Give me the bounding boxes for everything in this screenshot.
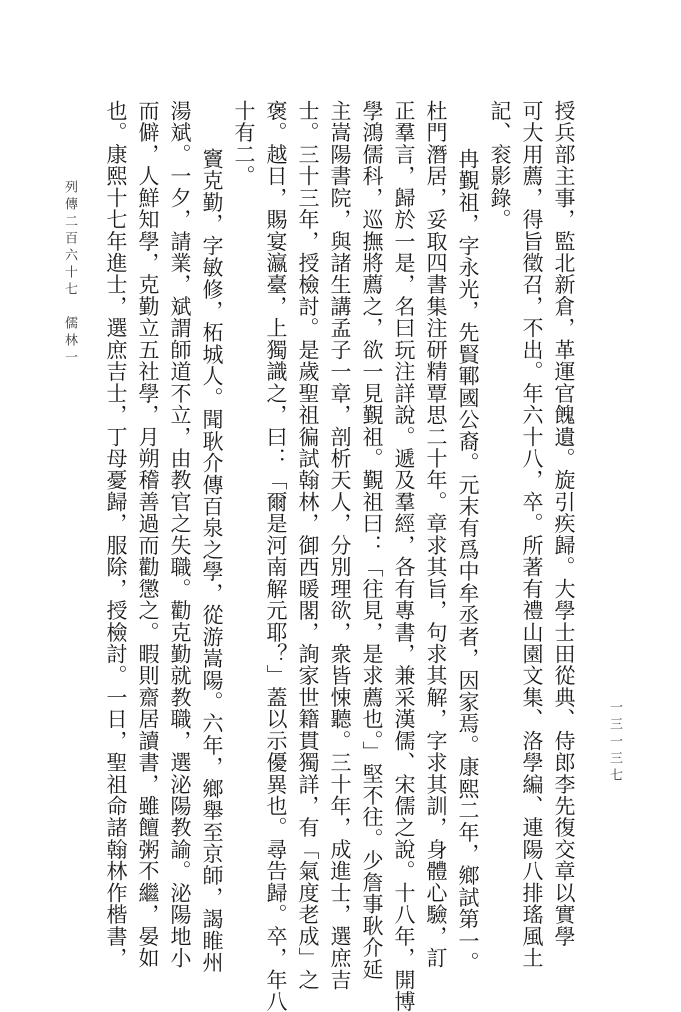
text-column: 可大用薦，得旨徵召，不出。年六十八，卒。所著有禮山園文集、洛學編、連陽八排瑤風土 <box>520 100 544 969</box>
text-column: 士。三十三年，授檢討。是歲聖祖徧試翰林，御西暖閣，詢家世籍貫獨詳，有「氣度老成」之 <box>296 100 320 991</box>
text-column: 杜門潛居，妥取四書集注研精覃思二十年。章求其旨，句求其解，字求其訓，身體心驗，訂 <box>424 100 448 969</box>
text-column: 湯斌。一夕，請業，斌謂師道不立，由教官之失職。勸克勤就教職，選泌陽教諭。泌陽地小 <box>168 100 192 969</box>
text-column: 正羣言，歸於一是，名曰玩注詳說。遞及羣經，各有專書，兼采漢儒、宋儒之說。十八年，開博 <box>392 100 416 1012</box>
text-column: 學鴻儒科，巡撫將薦之，欲一見覲祖。覲祖曰：「往見，是求薦也。」堅不往。少詹事耿介延 <box>360 100 384 981</box>
text-column: 冉覲祖，字永光，先賢鄆國公裔。元末有爲中牟丞者，因家焉。康熙二年，鄉試第一。 <box>456 148 480 974</box>
text-column: 而僻，人鮮知學，克勤立五社學，月朔稽善過而勸懲之。暇則齋居讀書，雖饘粥不繼，晏如 <box>136 100 160 969</box>
running-header: 列傳二百六十七 儒林一 <box>62 180 77 367</box>
page-number: 一三一三七 <box>607 700 622 785</box>
text-column: 記、衮影錄。 <box>488 100 512 231</box>
text-column: 主嵩陽書院，與諸生講孟子一章，剖析天人，分別理欲，衆皆悚聽。三十年，成進士，選庶吉 <box>328 100 352 991</box>
text-column: 十有二。 <box>232 100 256 187</box>
text-column: 也。康熙十七年進士，選庶吉士，丁母憂歸，服除，授檢討。一日，聖祖命諸翰林作楷書， <box>104 100 128 969</box>
text-column: 授兵部主事，監北新倉，革運官餽遺。旋引疾歸。大學士田從典、侍郎李先復交章以實學 <box>552 100 576 948</box>
text-column: 竇克勤，字敏修，柘城人。聞耿介傳百泉之學，從游嵩陽。六年，鄉舉至京師，謁睢州 <box>200 148 224 974</box>
text-column: 褒。越日，賜宴瀛臺，上獨識之，曰：「爾是河南解元耶？」蓋以示優異也。尋告歸。卒，年八 <box>264 100 288 1012</box>
